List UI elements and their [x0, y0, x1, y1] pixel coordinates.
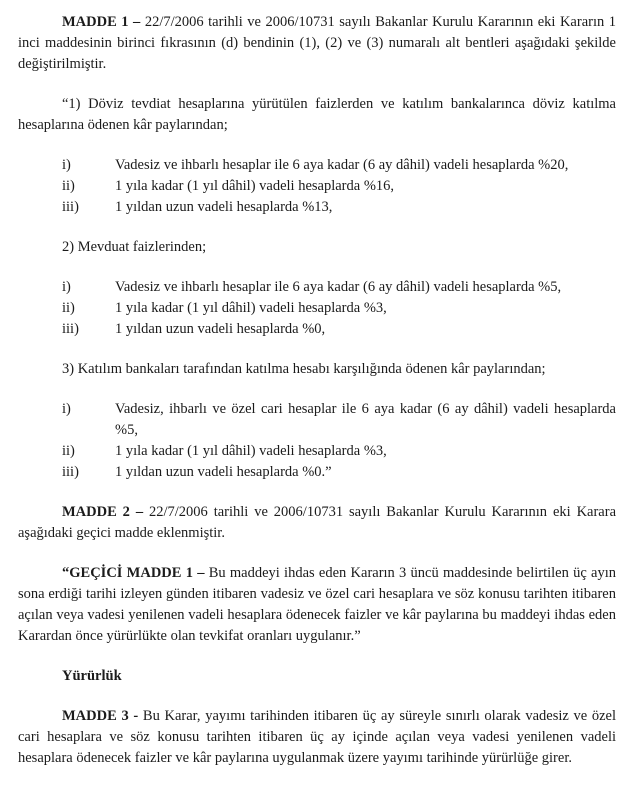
- article-3-text: Bu Karar, yayımı tarihinden itibaren üç ay süreyle sınırlı olarak vadesiz ve özel cari hesaplara ve söz konusu tarihten itibaren üç ay içinde açılan veya vadesi yenilenen vadeli hesaplara ödenecek faizler ve kâr paylarına uygulanmak üzere yayımı tarihinde yürürlüğe girer.: [18, 708, 617, 766]
- list-item-text: Vadesiz ve ihbarlı hesaplar ile 6 aya kadar (6 ay dâhil) vadeli hesaplarda %20,: [115, 157, 569, 173]
- clause-2-intro: 2) Mevduat faizlerinden;: [62, 239, 207, 255]
- list-item: [62, 155, 616, 176]
- clause-1-list: [62, 155, 616, 218]
- provisional-article-1-label: “GEÇİCİ MADDE 1 –: [62, 565, 205, 581]
- list-item-text: 1 yıldan uzun vadeli hesaplarda %0,: [115, 321, 326, 337]
- list-item-text: 1 yıla kadar (1 yıl dâhil) vadeli hesaplarda %16,: [115, 178, 395, 194]
- list-item: [62, 197, 616, 218]
- article-2-paragraph: [18, 502, 616, 544]
- list-item-marker: i): [62, 401, 71, 417]
- list-item: [62, 277, 616, 298]
- list-item-text: Vadesiz, ihbarlı ve özel cari hesaplar ile 6 aya kadar (6 ay dâhil) vadeli hesaplarda %5,: [115, 401, 616, 438]
- list-item-marker: iii): [62, 464, 79, 480]
- list-item-marker: iii): [62, 199, 79, 215]
- clause-1-intro: “1) Döviz tevdiat hesaplarına yürütülen faizlerden ve katılım bankalarınca döviz katılma hesaplarına ödenen kâr paylarından;: [18, 96, 616, 133]
- list-item-marker: iii): [62, 321, 79, 337]
- article-1-label: MADDE 1 –: [62, 14, 141, 30]
- list-item: [62, 441, 616, 462]
- list-item: [62, 298, 616, 319]
- list-item: [62, 319, 616, 340]
- list-item-marker: ii): [62, 443, 75, 459]
- article-2-text: 22/7/2006 tarihli ve 2006/10731 sayılı Bakanlar Kurulu Kararının eki Karara aşağıdaki geçici madde eklenmiştir.: [18, 504, 617, 541]
- effectiveness-heading: Yürürlük: [62, 668, 122, 684]
- article-1-paragraph: [18, 12, 616, 75]
- article-2-label: MADDE 2 –: [62, 504, 144, 520]
- list-item: [62, 399, 616, 441]
- list-item-text: 1 yıldan uzun vadeli hesaplarda %13,: [115, 199, 333, 215]
- list-item-text: 1 yıla kadar (1 yıl dâhil) vadeli hesaplarda %3,: [115, 300, 387, 316]
- list-item-marker: i): [62, 279, 71, 295]
- provisional-article-1-paragraph: [18, 563, 616, 647]
- list-item: [62, 176, 616, 197]
- list-item-marker: ii): [62, 178, 75, 194]
- article-1-text: 22/7/2006 tarihli ve 2006/10731 sayılı Bakanlar Kurulu Kararının eki Kararın 1 inci maddesinin birinci fıkrasının (d) bendinin (1), (2) ve (3) numaralı alt bentleri aşağıdaki şekilde değiştirilmiştir.: [18, 14, 617, 72]
- list-item-marker: ii): [62, 300, 75, 316]
- list-item-marker: i): [62, 157, 71, 173]
- list-item-text: 1 yıla kadar (1 yıl dâhil) vadeli hesaplarda %3,: [115, 443, 387, 459]
- clause-3-intro: 3) Katılım bankaları tarafından katılma hesabı karşılığında ödenen kâr paylarından;: [62, 361, 546, 377]
- article-3-paragraph: [18, 706, 616, 769]
- list-item: [62, 462, 616, 483]
- article-3-label: MADDE 3 -: [62, 708, 139, 724]
- provisional-article-1-text: Bu maddeyi ihdas eden Kararın 3 üncü maddesinde belirtilen üç ayın sona erdiği tarihi izleyen günden itibaren vadesiz ve özel cari hesaplara ve söz konusu tarihten itibaren açılan veya vadesi yenilenen vadeli hesaplara ödenecek faizler ve kâr paylarına bu maddeyi ihdas eden Karardan önce yürürlükte olan tevkifat oranları uygulanır.”: [18, 565, 616, 644]
- clause-2-list: [62, 277, 616, 340]
- list-item-text: 1 yıldan uzun vadeli hesaplarda %0.”: [115, 464, 332, 480]
- list-item-text: Vadesiz ve ihbarlı hesaplar ile 6 aya kadar (6 ay dâhil) vadeli hesaplarda %5,: [115, 279, 562, 295]
- clause-3-list: [62, 399, 616, 483]
